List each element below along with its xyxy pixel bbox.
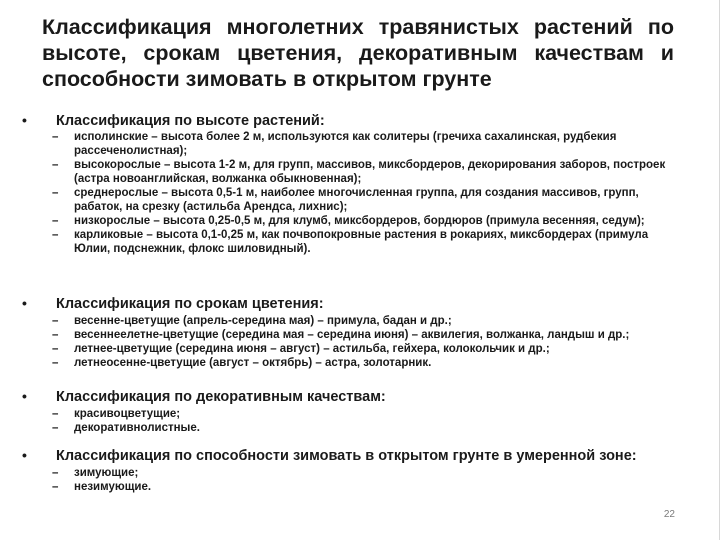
list-item-text: летнеосенне-цветущие (август – октябрь) – астра, золотарник. — [74, 357, 432, 369]
list-item-text: весенне-цветущие (апрель-середина мая) – примула, бадан и др.; — [74, 315, 452, 327]
page-number: 22 — [663, 509, 675, 520]
bullet-icon: • — [22, 388, 27, 404]
dash-icon: – — [52, 467, 59, 479]
winter-class-list — [52, 466, 682, 494]
section-heading-bloom — [22, 294, 702, 313]
dash-icon: – — [52, 215, 59, 227]
dash-icon: – — [52, 315, 59, 327]
section-heading-text: Классификация по способности зимовать в открытом грунте в умеренной зоне: — [56, 448, 637, 464]
dash-icon: – — [52, 159, 59, 171]
decor-class-list — [52, 407, 682, 435]
list-item-text: зимующие; — [74, 467, 139, 479]
list-item — [52, 130, 682, 158]
list-item — [52, 356, 682, 370]
slide-title: Классификация многолетних травянистых растений по высоте, срокам цветения, декоративным качествам и способности зимовать в открытом грунте — [42, 15, 674, 91]
dash-icon: – — [52, 422, 59, 434]
list-item-text: декоративнолистные. — [74, 422, 200, 434]
dash-icon: – — [52, 481, 59, 493]
list-item-text: летнее-цветущие (середина июня – август) – астильба, гейхера, колокольчик и др.; — [74, 343, 550, 355]
section-heading-text: Классификация по декоративным качествам: — [56, 389, 386, 405]
dash-icon: – — [52, 131, 59, 143]
list-item-text: исполинские – высота более 2 м, используются как солитеры (гречиха сахалинская, рудбекия рассеченолистная); — [74, 131, 617, 157]
list-item-text: высокорослые – высота 1-2 м, для групп, массивов, миксбордеров, декорирования заборов, построек (астра новоанглийская, волжанка обыкновенная); — [74, 159, 666, 185]
bloom-class-list — [52, 314, 682, 370]
section-heading-text: Классификация по высоте растений: — [56, 113, 325, 129]
list-item — [52, 228, 682, 256]
list-item-text: красивоцветущие; — [74, 408, 181, 420]
list-item — [52, 314, 682, 328]
dash-icon: – — [52, 343, 59, 355]
list-item — [52, 407, 682, 421]
section-heading-winter — [22, 446, 702, 465]
dash-icon: – — [52, 329, 59, 341]
list-item — [52, 466, 682, 480]
list-item — [52, 480, 682, 494]
list-item-text: весеннеелетне-цветущие (середина мая – середина июня) – аквилегия, волжанка, ландыш и др.; — [74, 329, 630, 341]
section-heading-height — [22, 111, 702, 130]
dash-icon: – — [52, 229, 59, 241]
height-class-list — [52, 130, 682, 256]
list-item — [52, 328, 682, 342]
list-item — [52, 421, 682, 435]
list-item — [52, 342, 682, 356]
list-item — [52, 214, 682, 228]
dash-icon: – — [52, 357, 59, 369]
section-heading-text: Классификация по срокам цветения: — [56, 296, 324, 312]
section-heading-decor — [22, 387, 702, 406]
list-item-text: незимующие. — [74, 481, 152, 493]
list-item-text: карликовые – высота 0,1-0,25 м, как почвопокровные растения в рокариях, миксбордерах (примула Юлии, подснежник, флокс шиловидный). — [74, 229, 649, 255]
list-item-text: среднерослые – высота 0,5-1 м, наиболее многочисленная группа, для создания массивов, групп, рабаток, на срезку (астильба Арендса, лихнис); — [74, 187, 639, 213]
bullet-icon: • — [22, 295, 27, 311]
bullet-icon: • — [22, 112, 27, 128]
dash-icon: – — [52, 187, 59, 199]
list-item-text: низкорослые – высота 0,25-0,5 м, для клумб, миксбордеров, бордюров (примула весенняя, седум); — [74, 215, 645, 227]
dash-icon: – — [52, 408, 59, 420]
list-item — [52, 186, 682, 214]
bullet-icon: • — [22, 447, 27, 463]
list-item — [52, 158, 682, 186]
